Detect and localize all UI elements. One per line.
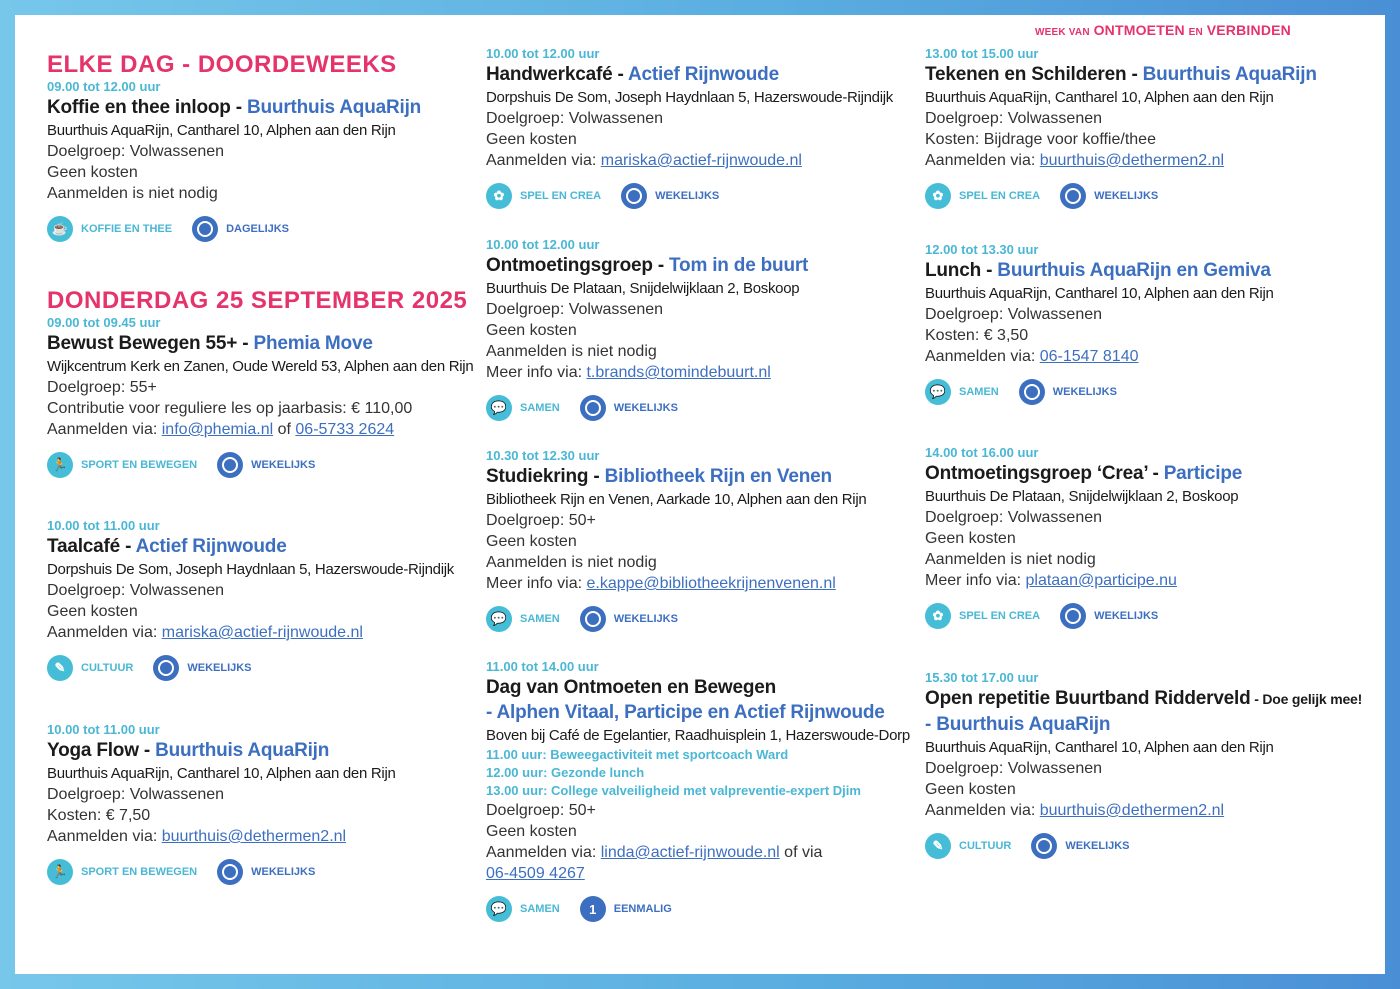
one-time-icon: 1 <box>580 896 606 922</box>
section-heading-daily: ELKE DAG - DOORDEWEEKS <box>47 51 397 78</box>
phone-link[interactable]: 06-4509 4267 <box>486 865 585 882</box>
tag-spel: ✿ SPEL EN CREA <box>925 603 1040 629</box>
tag-wekelijks: WEKELIJKS <box>153 655 251 681</box>
tag-samen: 💬 SAMEN <box>486 395 560 421</box>
event-audience: Doelgroep: Volwassenen <box>47 786 225 803</box>
tag-cultuur: ✎ CULTUUR <box>47 655 133 681</box>
runner-icon: 🏃 <box>47 859 73 885</box>
event-title: Yoga Flow - Buurthuis AquaRijn <box>47 740 330 761</box>
email-link[interactable]: info@phemia.nl <box>161 421 274 438</box>
tab-text-mid: EN <box>1188 27 1203 38</box>
event-card <box>486 659 926 924</box>
event-time: 11.00 tot 14.00 uur <box>486 659 599 674</box>
program-item: 13.00 uur: College valveiligheid met valpreventie-expert Djim <box>486 783 861 798</box>
tag-eenmalig: 1 EENMALIG <box>580 896 672 922</box>
event-audience: Doelgroep: Volwassenen <box>486 110 664 127</box>
event-time: 12.00 tot 13.30 uur <box>925 242 1039 257</box>
event-card <box>486 46 926 211</box>
tag-sport: 🏃 SPORT EN BEWEGEN <box>47 452 197 478</box>
tag-sport: 🏃 SPORT EN BEWEGEN <box>47 859 197 885</box>
puzzle-icon: ✿ <box>925 183 951 209</box>
event-org: - Alphen Vitaal, Participe en Actief Rijnwoude <box>486 702 885 723</box>
event-audience: Doelgroep: Volwassenen <box>47 143 225 160</box>
event-address: Wijkcentrum Kerk en Zanen, Oude Wereld 53, Alphen aan den Rijn <box>47 358 474 375</box>
event-card <box>47 518 487 683</box>
event-tags <box>925 377 1365 407</box>
event-time: 13.00 tot 15.00 uur <box>925 46 1039 61</box>
event-info: Meer info via: t.brands@tomindebuurt.nl <box>486 364 771 381</box>
event-card <box>925 670 1365 861</box>
event-time: 10.00 tot 11.00 uur <box>47 518 160 533</box>
event-tags <box>486 393 926 423</box>
event-card <box>925 445 1365 631</box>
event-address: Boven bij Café de Egelantier, Raadhuisplein 1, Hazerswoude-Dorp <box>486 727 910 744</box>
tag-wekelijks: WEKELIJKS <box>621 183 719 209</box>
event-audience: Doelgroep: Volwassenen <box>925 760 1103 777</box>
tag-samen: 💬 SAMEN <box>486 606 560 632</box>
repeat-icon <box>153 655 179 681</box>
program-item: 12.00 uur: Gezonde lunch <box>486 765 645 780</box>
event-info: Meer info via: e.kappe@bibliotheekrijnenvenen.nl <box>486 575 836 592</box>
event-time: 10.00 tot 12.00 uur <box>486 237 600 252</box>
repeat-icon <box>1060 603 1086 629</box>
event-audience: Doelgroep: 55+ <box>47 379 157 396</box>
event-cost: Kosten: € 7,50 <box>47 807 151 824</box>
event-audience: Doelgroep: Volwassenen <box>47 582 225 599</box>
event-tags <box>47 214 487 244</box>
program-item: 11.00 uur: Beweegactiviteit met sportcoach Ward <box>486 747 789 762</box>
email-link[interactable]: linda@actief-rijnwoude.nl <box>600 844 780 861</box>
event-address: Bibliotheek Rijn en Venen, Aarkade 10, Alphen aan den Rijn <box>486 491 867 508</box>
speech-bubble-icon: 💬 <box>486 606 512 632</box>
runner-icon: 🏃 <box>47 452 73 478</box>
event-title: Tekenen en Schilderen - Buurthuis AquaRijn <box>925 64 1317 85</box>
phone-link[interactable]: 06-1547 8140 <box>1039 348 1139 365</box>
event-title: Studiekring - Bibliotheek Rijn en Venen <box>486 466 832 487</box>
coffee-cup-icon: ☕ <box>47 216 73 242</box>
tag-wekelijks: WEKELIJKS <box>1060 183 1158 209</box>
tag-wekelijks: WEKELIJKS <box>1060 603 1158 629</box>
email-link[interactable]: buurthuis@dethermen2.nl <box>161 828 347 845</box>
event-cost: Kosten: € 3,50 <box>925 327 1029 344</box>
event-title: Ontmoetingsgroep - Tom in de buurt <box>486 255 809 276</box>
brochure-page <box>15 15 1385 974</box>
puzzle-icon: ✿ <box>925 603 951 629</box>
repeat-icon <box>1031 833 1057 859</box>
event-tags <box>925 601 1365 631</box>
event-time: 09.00 tot 12.00 uur <box>47 79 161 94</box>
event-time: 10.30 tot 12.30 uur <box>486 448 600 463</box>
tag-wekelijks: WEKELIJKS <box>1031 833 1129 859</box>
event-signup: Aanmelden is niet nodig <box>47 185 218 202</box>
event-signup: Aanmelden via: buurthuis@dethermen2.nl <box>925 152 1225 169</box>
event-title: Dag van Ontmoeten en Bewegen <box>486 677 777 698</box>
thursday-section <box>47 287 487 480</box>
event-time: 09.00 tot 09.45 uur <box>47 315 161 330</box>
tag-samen: 💬 SAMEN <box>925 379 999 405</box>
tag-dagelijks: DAGELIJKS <box>192 216 289 242</box>
repeat-icon <box>217 859 243 885</box>
event-title: Taalcafé - Actief Rijnwoude <box>47 536 287 557</box>
event-time: 15.30 tot 17.00 uur <box>925 670 1039 685</box>
event-signup: Aanmelden is niet nodig <box>486 554 657 571</box>
event-card <box>486 237 926 423</box>
event-cost: Geen kosten <box>925 530 1016 547</box>
phone-link[interactable]: 06-5733 2624 <box>295 421 395 438</box>
speech-bubble-icon: 💬 <box>486 395 512 421</box>
event-cost: Geen kosten <box>47 164 138 181</box>
email-link[interactable]: plataan@participe.nu <box>1025 572 1177 589</box>
tab-text-main: ONTMOETEN <box>1093 22 1185 38</box>
event-signup: Aanmelden is niet nodig <box>925 551 1096 568</box>
event-tags <box>486 894 926 924</box>
repeat-icon <box>1019 379 1045 405</box>
event-title: Lunch - Buurthuis AquaRijn en Gemiva <box>925 260 1271 281</box>
event-audience: Doelgroep: Volwassenen <box>925 306 1103 323</box>
event-audience: Doelgroep: Volwassenen <box>925 110 1103 127</box>
event-title: Bewust Bewegen 55+ - Phemia Move <box>47 333 373 354</box>
event-time: 10.00 tot 12.00 uur <box>486 46 600 61</box>
event-address: Buurthuis AquaRijn, Cantharel 10, Alphen aan den Rijn <box>925 285 1274 302</box>
event-time: 14.00 tot 16.00 uur <box>925 445 1039 460</box>
repeat-icon <box>1060 183 1086 209</box>
event-tags <box>486 604 926 634</box>
tag-cultuur: ✎ CULTUUR <box>925 833 1011 859</box>
repeat-icon <box>621 183 647 209</box>
event-tags <box>47 653 487 683</box>
event-signup: Aanmelden via: mariska@actief-rijnwoude.nl <box>486 152 802 169</box>
repeat-icon <box>580 395 606 421</box>
event-tags <box>925 831 1365 861</box>
email-link[interactable]: buurthuis@dethermen2.nl <box>1039 152 1225 169</box>
event-signup: Aanmelden via: buurthuis@dethermen2.nl <box>47 828 347 845</box>
email-link[interactable]: mariska@actief-rijnwoude.nl <box>161 624 363 641</box>
event-org: - Buurthuis AquaRijn <box>925 714 1111 735</box>
puzzle-icon: ✿ <box>486 183 512 209</box>
event-cost: Geen kosten <box>486 322 577 339</box>
event-address: Buurthuis De Plataan, Snijdelwijklaan 2, Boskoop <box>486 280 800 297</box>
header-tab <box>941 15 1385 43</box>
event-tags <box>47 857 487 887</box>
event-audience: Doelgroep: 50+ <box>486 802 596 819</box>
tag-wekelijks: WEKELIJKS <box>1019 379 1117 405</box>
event-card <box>925 46 1365 211</box>
speech-bubble-icon: 💬 <box>486 896 512 922</box>
event-title: Ontmoetingsgroep ‘Crea’ - Participe <box>925 463 1243 484</box>
event-card <box>486 448 926 634</box>
tag-spel: ✿ SPEL EN CREA <box>486 183 601 209</box>
tag-spel: ✿ SPEL EN CREA <box>925 183 1040 209</box>
event-tags <box>47 450 487 480</box>
email-link[interactable]: buurthuis@dethermen2.nl <box>1039 802 1225 819</box>
event-card <box>925 242 1365 407</box>
tab-text-pre: WEEK VAN <box>1035 27 1090 38</box>
event-cost: Geen kosten <box>486 823 577 840</box>
culture-icon: ✎ <box>47 655 73 681</box>
event-signup: Aanmelden via: 06-1547 8140 <box>925 348 1139 365</box>
event-address: Buurthuis De Plataan, Snijdelwijklaan 2, Boskoop <box>925 488 1239 505</box>
email-link[interactable]: e.kappe@bibliotheekrijnenvenen.nl <box>586 575 836 592</box>
event-card <box>47 722 487 887</box>
event-title: Handwerkcafé - Actief Rijnwoude <box>486 64 779 85</box>
event-cost: Geen kosten <box>486 131 577 148</box>
event-audience: Doelgroep: Volwassenen <box>925 509 1103 526</box>
repeat-icon <box>217 452 243 478</box>
event-time: 10.00 tot 11.00 uur <box>47 722 160 737</box>
event-title: Koffie en thee inloop - Buurthuis AquaRijn <box>47 97 422 118</box>
event-cost: Kosten: Bijdrage voor koffie/thee <box>925 131 1156 148</box>
culture-icon: ✎ <box>925 833 951 859</box>
tag-wekelijks: WEKELIJKS <box>580 606 678 632</box>
event-signup: Aanmelden via: mariska@actief-rijnwoude.nl <box>47 624 363 641</box>
event-address: Dorpshuis De Som, Joseph Haydnlaan 5, Hazerswoude-Rijndijk <box>486 89 893 106</box>
event-cost: Geen kosten <box>486 533 577 550</box>
event-title: Open repetitie Buurtband Ridderveld - Doe gelijk mee! <box>925 688 1363 709</box>
repeat-icon <box>192 216 218 242</box>
event-signup: Aanmelden via: info@phemia.nl of 06-5733 2624 <box>47 421 395 438</box>
event-tags <box>486 181 926 211</box>
tag-samen: 💬 SAMEN <box>486 896 560 922</box>
tag-wekelijks: WEKELIJKS <box>217 452 315 478</box>
event-cost: Geen kosten <box>925 781 1016 798</box>
tag-wekelijks: WEKELIJKS <box>217 859 315 885</box>
section-heading-thursday: DONDERDAG 25 SEPTEMBER 2025 <box>47 287 468 314</box>
tag-wekelijks: WEKELIJKS <box>580 395 678 421</box>
event-audience: Doelgroep: 50+ <box>486 512 596 529</box>
event-cost: Geen kosten <box>47 603 138 620</box>
tab-text-end: VERBINDEN <box>1206 22 1291 38</box>
event-address: Buurthuis AquaRijn, Cantharel 10, Alphen aan den Rijn <box>47 765 396 782</box>
event-phone <box>486 863 926 884</box>
tag-koffie: ☕ KOFFIE EN THEE <box>47 216 172 242</box>
event-audience: Doelgroep: Volwassenen <box>486 301 664 318</box>
daily-section <box>47 51 487 244</box>
email-link[interactable]: mariska@actief-rijnwoude.nl <box>600 152 802 169</box>
event-cost: Contributie voor reguliere les op jaarbasis: € 110,00 <box>47 400 413 417</box>
speech-bubble-icon: 💬 <box>925 379 951 405</box>
event-signup: Aanmelden via: buurthuis@dethermen2.nl <box>925 802 1225 819</box>
event-signup: Aanmelden is niet nodig <box>486 343 657 360</box>
event-info: Meer info via: plataan@participe.nu <box>925 572 1177 589</box>
event-address: Dorpshuis De Som, Joseph Haydnlaan 5, Hazerswoude-Rijndijk <box>47 561 454 578</box>
email-link[interactable]: t.brands@tomindebuurt.nl <box>586 364 771 381</box>
event-address: Buurthuis AquaRijn, Cantharel 10, Alphen aan den Rijn <box>925 89 1274 106</box>
event-address: Buurthuis AquaRijn, Cantharel 10, Alphen aan den Rijn <box>925 739 1274 756</box>
repeat-icon <box>580 606 606 632</box>
event-address: Buurthuis AquaRijn, Cantharel 10, Alphen aan den Rijn <box>47 122 396 139</box>
event-signup: Aanmelden via: linda@actief-rijnwoude.nl of via <box>486 844 823 861</box>
event-tags <box>925 181 1365 211</box>
